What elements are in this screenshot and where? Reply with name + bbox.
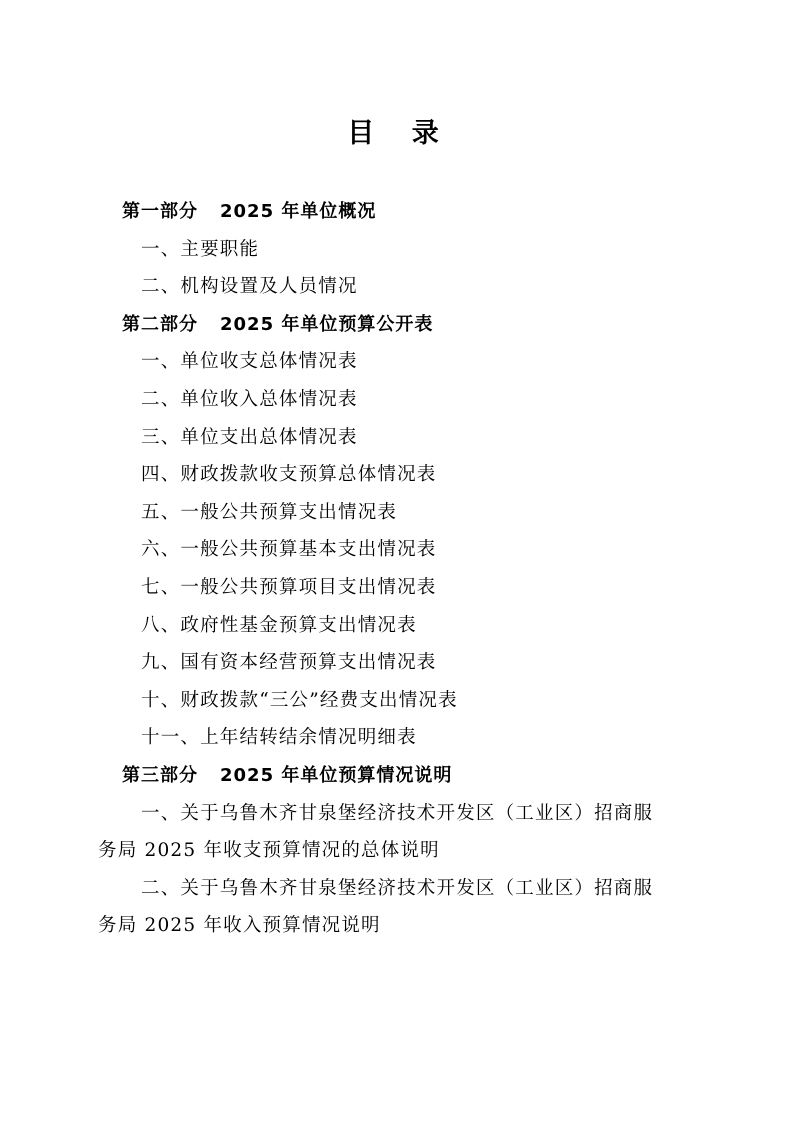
toc-item: 十、财政拨款“三公”经费支出情况表 bbox=[141, 689, 458, 711]
part-heading-2 bbox=[0, 306, 793, 344]
page-title: 目 录 bbox=[347, 118, 453, 149]
part-number: 第三部分 bbox=[122, 764, 198, 786]
toc-item: 二、单位收入总体情况表 bbox=[141, 388, 358, 410]
part-title: 2025 年单位概况 bbox=[220, 201, 377, 222]
toc-item-line1: 二、关于乌鲁木齐甘泉堡经济技术开发区（工业区）招商服 bbox=[141, 877, 654, 899]
toc-item-line1: 一、关于乌鲁木齐甘泉堡经济技术开发区（工业区）招商服 bbox=[141, 802, 654, 824]
part-title: 2025 年单位预算公开表 bbox=[220, 313, 434, 335]
part-title: 2025 年单位预算情况说明 bbox=[220, 764, 453, 786]
toc-item: 一、主要职能 bbox=[141, 238, 260, 260]
toc-item: 六、一般公共预算基本支出情况表 bbox=[141, 539, 437, 561]
toc-item: 九、国有资本经营预算支出情况表 bbox=[141, 652, 437, 674]
toc-item-line2: 务局 2025 年收支预算情况的总体说明 bbox=[98, 840, 440, 862]
toc-item: 八、政府性基金预算支出情况表 bbox=[141, 614, 417, 636]
toc-item: 二、机构设置及人员情况 bbox=[141, 276, 358, 298]
toc-item: 五、一般公共预算支出情况表 bbox=[141, 501, 398, 523]
toc-item: 一、单位收支总体情况表 bbox=[141, 351, 358, 373]
toc-item: 四、财政拨款收支预算总体情况表 bbox=[141, 464, 437, 486]
part-heading-3 bbox=[0, 757, 793, 795]
table-of-contents bbox=[0, 193, 793, 945]
part-number: 第二部分 bbox=[122, 313, 198, 335]
toc-item: 七、一般公共预算项目支出情况表 bbox=[141, 576, 437, 598]
toc-item: 三、单位支出总体情况表 bbox=[141, 426, 358, 448]
toc-item-line2: 务局 2025 年收入预算情况说明 bbox=[98, 915, 381, 937]
part-heading-1 bbox=[0, 193, 793, 231]
toc-item: 十一、上年结转结余情况明细表 bbox=[141, 727, 417, 749]
part-number: 第一部分 bbox=[122, 201, 198, 222]
